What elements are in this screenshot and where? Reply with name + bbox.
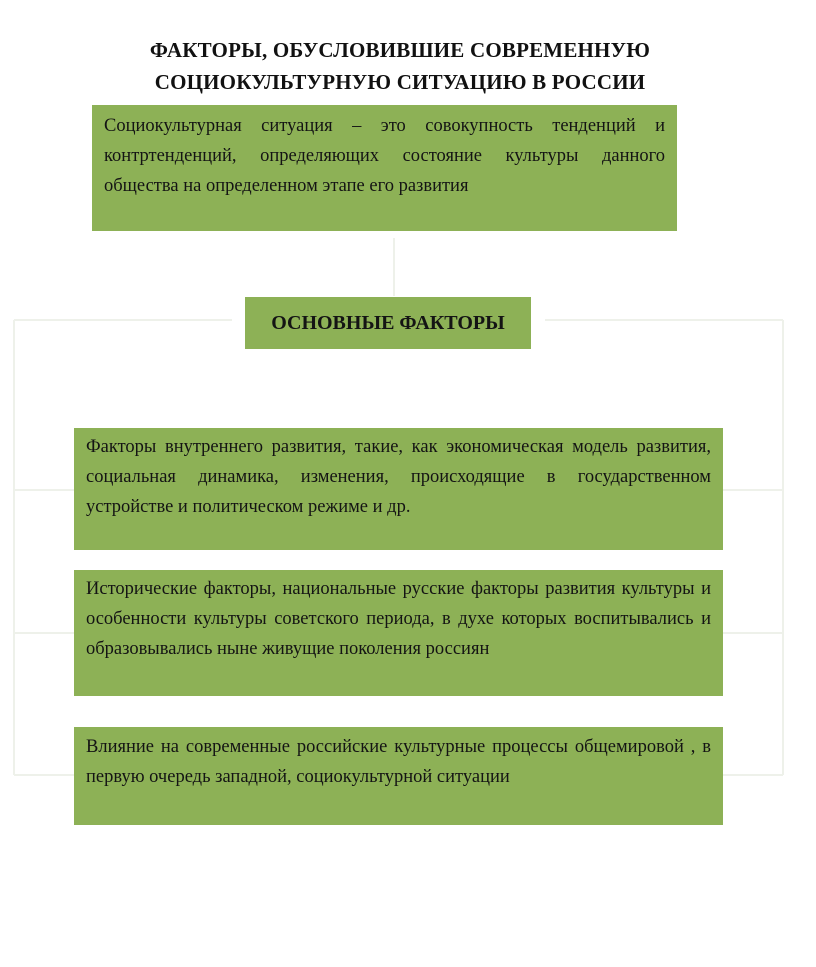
- title-line-2: СОЦИОКУЛЬТУРНУЮ СИТУАЦИЮ В РОССИИ: [154, 70, 646, 94]
- main-factors-label: ОСНОВНЫЕ ФАКТОРЫ: [271, 312, 505, 334]
- page-title: [60, 34, 740, 98]
- main-factors-box: [245, 297, 531, 349]
- factor-box-internal: Факторы внутреннего развития, такие, как экономическая модель развития, социальная динамика, изменения, происходящие в государственном устройстве и политическом режиме и др.: [74, 428, 723, 550]
- title-line-1: ФАКТОРЫ, ОБУСЛОВИВШИЕ СОВРЕМЕННУЮ: [149, 38, 651, 62]
- factor-box-historical: Исторические факторы, национальные русские факторы развития культуры и особенности культуры советского периода, в духе которых воспитывались и образовывались ныне живущие поколения россиян: [74, 570, 723, 696]
- definition-box: Социокультурная ситуация – это совокупность тенденций и контртенденций, определяющих состояние культуры данного общества на определенном этапе его развития: [92, 105, 677, 231]
- factor-box-global: Влияние на современные российские культурные процессы общемировой , в первую очередь западной, социокультурной ситуации: [74, 727, 723, 825]
